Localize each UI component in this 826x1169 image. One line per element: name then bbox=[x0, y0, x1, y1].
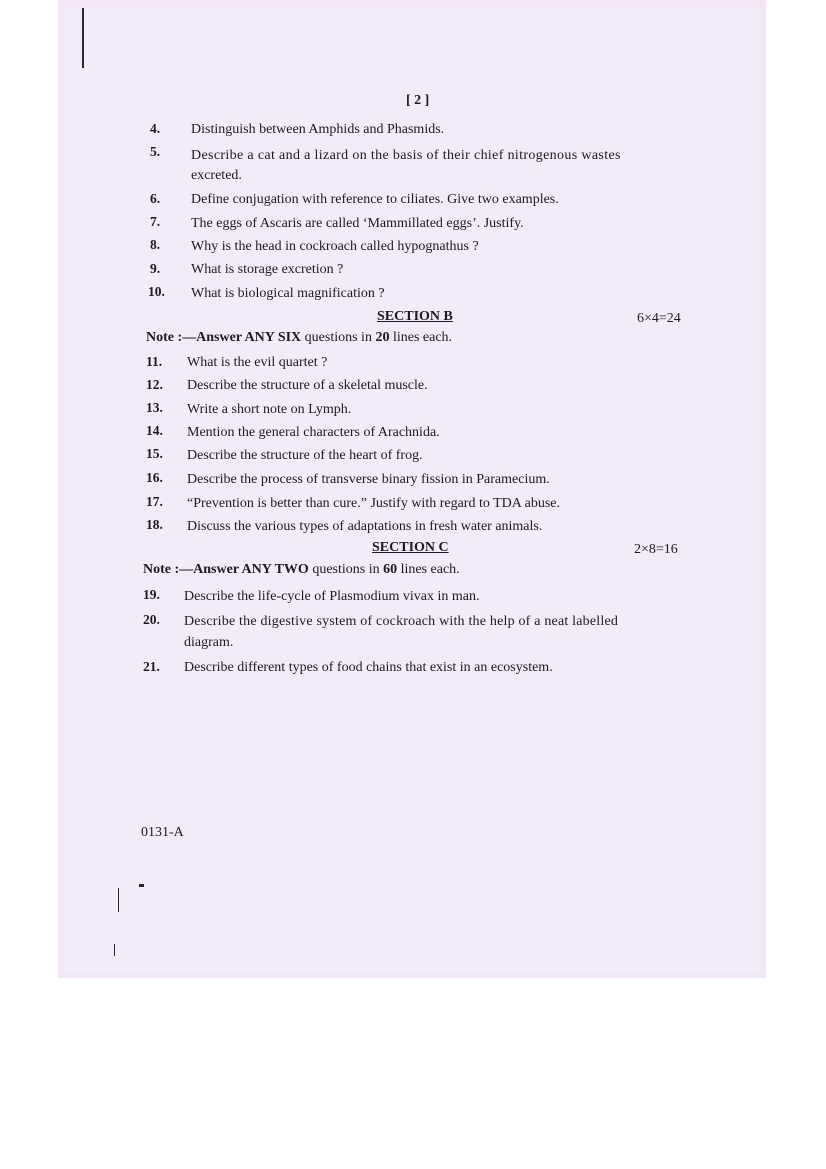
question-number: 5. bbox=[150, 144, 161, 159]
question-number: 21. bbox=[143, 659, 160, 674]
question-text: What is storage excretion ? bbox=[191, 262, 344, 277]
section-c-title: SECTION C bbox=[372, 540, 449, 555]
question-text: What is biological magnification ? bbox=[191, 286, 385, 301]
section-b-marks: 6×4=24 bbox=[637, 311, 681, 326]
section-c-marks: 2×8=16 bbox=[634, 542, 678, 557]
question-text: The eggs of Ascaris are called ‘Mammillated eggs’. Justify. bbox=[191, 216, 524, 231]
note-text: questions in bbox=[301, 330, 376, 345]
question-text: “Prevention is better than cure.” Justify with regard to TDA abuse. bbox=[187, 496, 560, 511]
question-number: 17. bbox=[146, 494, 163, 509]
page-number: [ 2 ] bbox=[406, 93, 430, 108]
question-number: 18. bbox=[146, 517, 163, 532]
question-text: diagram. bbox=[184, 635, 234, 650]
question-number: 13. bbox=[146, 400, 163, 415]
question-text: Describe different types of food chains that exist in an ecosystem. bbox=[184, 660, 553, 675]
section-c-note bbox=[143, 562, 460, 578]
question-text: Describe the digestive system of cockroach with the help of a neat labelled bbox=[184, 614, 619, 629]
question-text: Describe a cat and a lizard on the basis of their chief nitrogenous wastes bbox=[191, 148, 621, 163]
question-number: 19. bbox=[143, 587, 160, 602]
question-text: Distinguish between Amphids and Phasmids. bbox=[191, 122, 445, 137]
note-emphasis: ANY SIX bbox=[244, 330, 302, 345]
question-number: 14. bbox=[146, 423, 163, 438]
question-number: 11. bbox=[146, 354, 163, 369]
note-prefix: Note :—Answer bbox=[146, 330, 245, 345]
note-text: questions in bbox=[308, 562, 384, 577]
section-b-note bbox=[146, 330, 452, 346]
scan-dot bbox=[139, 884, 144, 887]
question-text: Describe the structure of a skeletal muscle. bbox=[187, 378, 428, 393]
question-number: 6. bbox=[150, 191, 161, 206]
question-number: 7. bbox=[150, 214, 161, 229]
note-prefix: Note :—Answer bbox=[143, 562, 242, 577]
note-text: lines each. bbox=[389, 330, 453, 345]
scan-edge-mark bbox=[114, 944, 115, 956]
scan-edge-mark bbox=[82, 8, 84, 68]
question-text: Describe the life-cycle of Plasmodium vivax in man. bbox=[184, 589, 480, 604]
section-b-title: SECTION B bbox=[377, 309, 453, 324]
note-lines: 20 bbox=[375, 330, 390, 345]
question-text: Describe the process of transverse binary fission in Paramecium. bbox=[187, 472, 550, 487]
scan-edge-mark bbox=[118, 888, 119, 912]
question-text: Write a short note on Lymph. bbox=[187, 402, 352, 417]
question-text: Define conjugation with reference to ciliates. Give two examples. bbox=[191, 192, 559, 207]
paper-code: 0131-A bbox=[141, 825, 184, 840]
question-number: 8. bbox=[150, 237, 161, 252]
question-text: Describe the structure of the heart of frog. bbox=[187, 448, 423, 463]
question-text: excreted. bbox=[191, 168, 242, 183]
question-number: 4. bbox=[150, 121, 161, 136]
note-lines: 60 bbox=[383, 562, 398, 577]
question-number: 10. bbox=[148, 284, 165, 299]
question-number: 12. bbox=[146, 377, 163, 392]
question-number: 9. bbox=[150, 261, 161, 276]
note-emphasis: ANY TWO bbox=[241, 562, 309, 577]
question-text: Why is the head in cockroach called hypognathus ? bbox=[191, 239, 479, 254]
question-number: 15. bbox=[146, 446, 163, 461]
question-text: What is the evil quartet ? bbox=[187, 355, 328, 370]
note-text: lines each. bbox=[397, 562, 460, 577]
question-number: 16. bbox=[146, 470, 163, 485]
question-text: Mention the general characters of Arachnida. bbox=[187, 425, 440, 440]
question-text: Discuss the various types of adaptations in fresh water animals. bbox=[187, 519, 543, 534]
question-number: 20. bbox=[143, 612, 160, 627]
